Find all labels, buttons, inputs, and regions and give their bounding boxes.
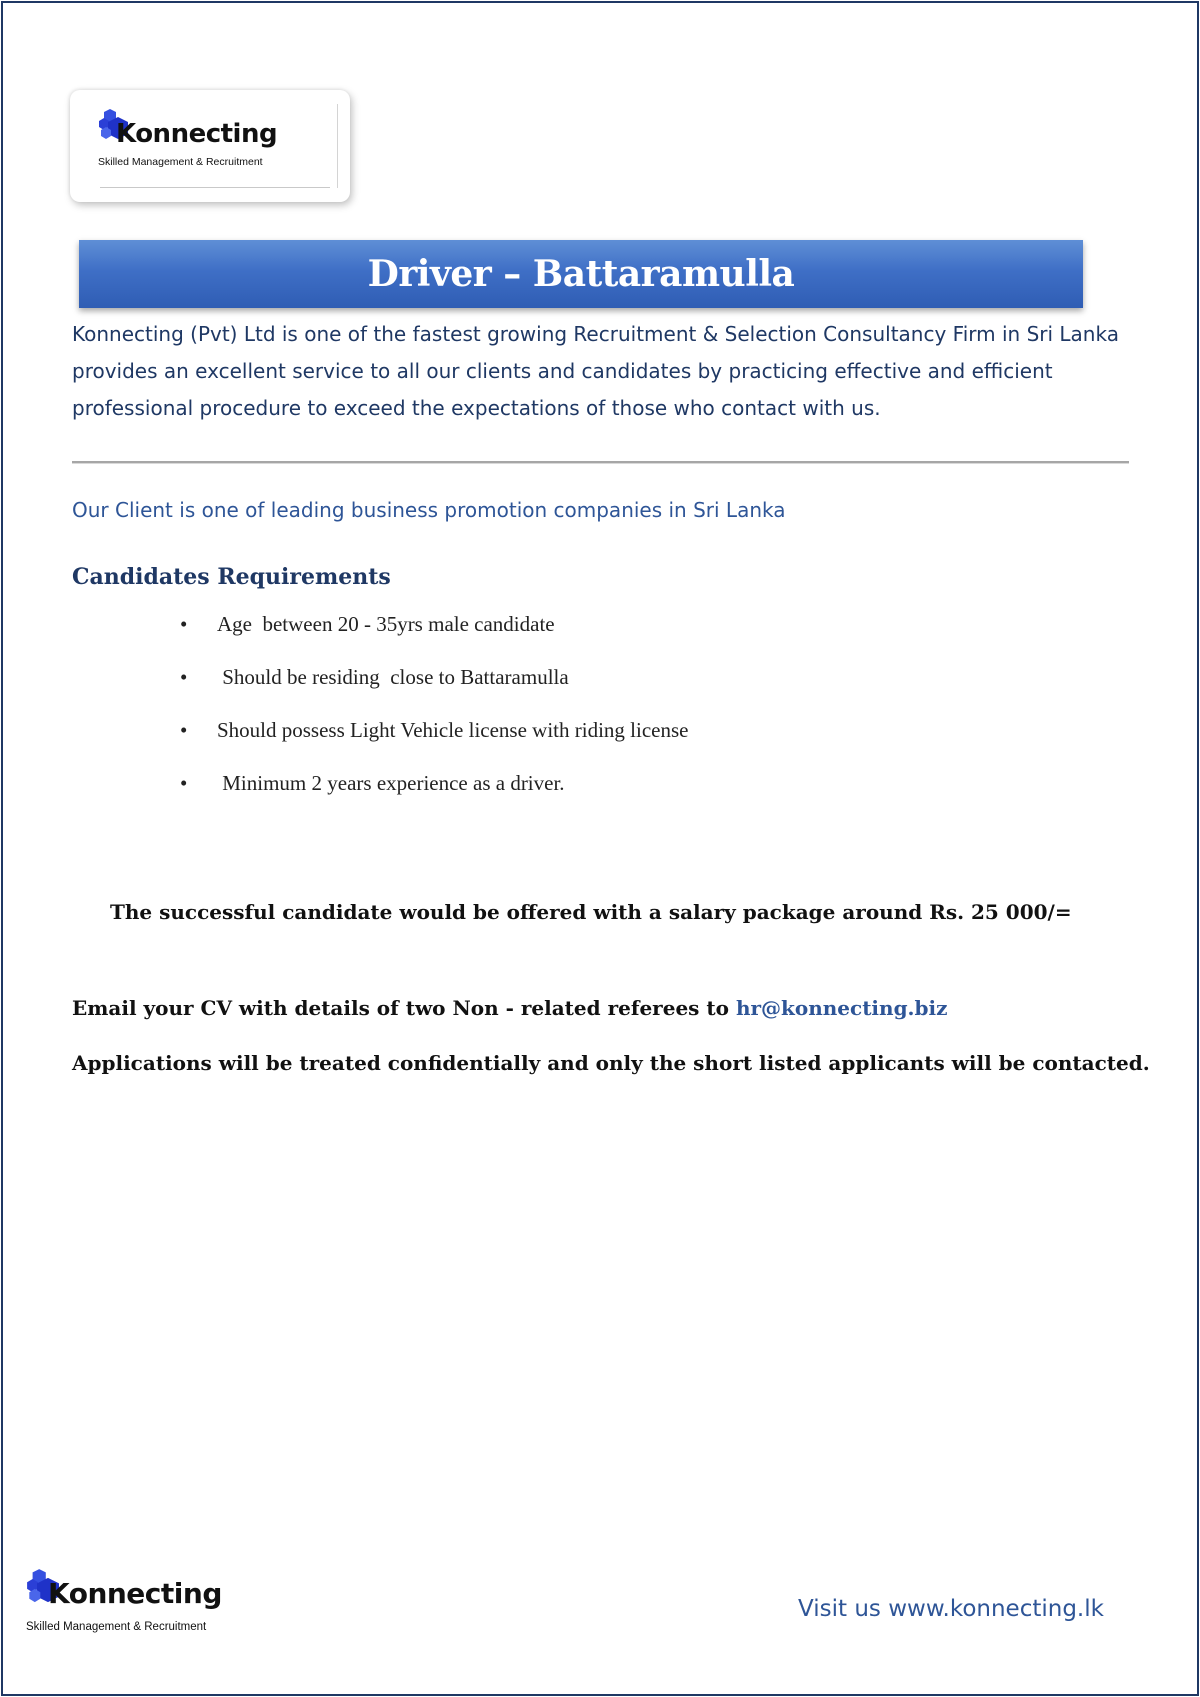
header-logo xyxy=(98,108,328,178)
logo-card-edge xyxy=(337,104,338,188)
requirements-heading: Candidates Requirements xyxy=(72,564,391,590)
list-item xyxy=(180,771,565,824)
client-description: Our Client is one of leading business promotion companies in Sri Lanka xyxy=(72,498,786,522)
requirements-list xyxy=(180,612,689,824)
header-logo-card xyxy=(70,90,350,202)
apply-instructions xyxy=(72,996,947,1020)
company-intro: Konnecting (Pvt) Ltd is one of the fastest growing Recruitment & Selection Consultancy Firm in Sri Lanka provides an excellent service to all our clients and candidates by practicing effective and efficient professional procedure to exceed the expectations of those who contact with us. xyxy=(72,322,1119,420)
apply-text: Email your CV with details of two Non - related referees to xyxy=(72,996,736,1020)
footer-website[interactable]: Visit us www.konnecting.lk xyxy=(798,1596,1104,1622)
footer-logo xyxy=(26,1566,256,1638)
logo-wordmark: Konnecting xyxy=(116,119,278,149)
confidentiality-note: Applications will be treated confidentially and only the short listed applicants will be contacted. xyxy=(72,1051,1150,1075)
requirement-text: Should be residing close to Battaramulla xyxy=(217,665,569,689)
job-title-banner xyxy=(79,240,1083,308)
requirement-text: Minimum 2 years experience as a driver. xyxy=(217,771,565,795)
bullet-icon: • xyxy=(180,771,188,795)
requirement-text: Should possess Light Vehicle license with riding license xyxy=(217,718,689,742)
bullet-icon: • xyxy=(180,612,188,636)
job-title: Driver – Battaramulla xyxy=(367,253,795,295)
section-divider xyxy=(72,461,1129,464)
list-item xyxy=(180,718,689,771)
logo-card-underline xyxy=(100,187,330,188)
requirement-text: Age between 20 - 35yrs male candidate xyxy=(217,612,555,636)
bullet-icon: • xyxy=(180,718,188,742)
logo-wordmark: Konnecting xyxy=(48,1577,222,1610)
list-item xyxy=(180,612,555,665)
logo-tagline: Skilled Management & Recruitment xyxy=(98,156,263,168)
bullet-icon: • xyxy=(180,665,188,689)
email-link[interactable]: hr@konnecting.biz xyxy=(735,996,948,1020)
salary-offer: The successful candidate would be offered with a salary package around Rs. 25 000/= xyxy=(110,900,1072,924)
logo-tagline: Skilled Management & Recruitment xyxy=(26,1621,207,1633)
list-item xyxy=(180,665,569,718)
